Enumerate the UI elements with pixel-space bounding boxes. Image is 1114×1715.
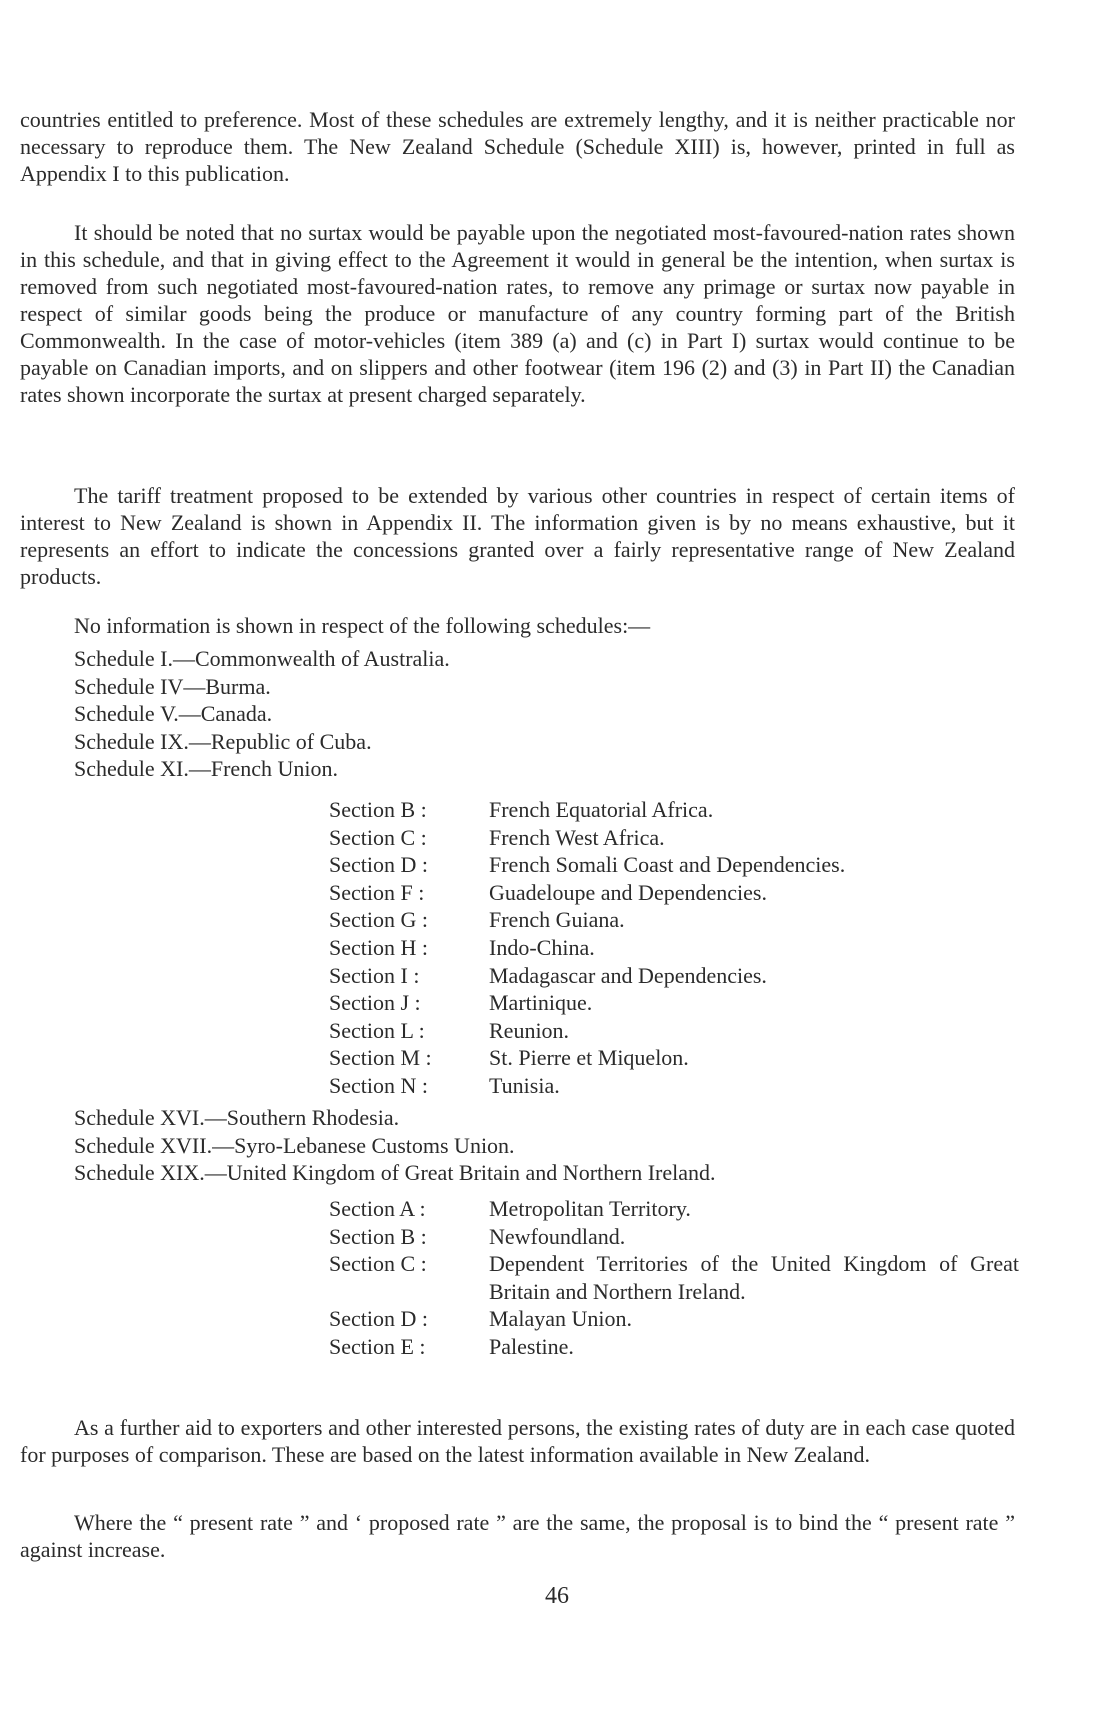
section-item: Section N : Tunisia. bbox=[329, 1072, 560, 1098]
page-number: 46 bbox=[545, 1583, 569, 1609]
paragraph-countries-entitled: countries entitled to preference. Most of these schedules are extremely lengthy, and it is neither practicable nor necessary to reproduce them. The New Zealand Schedule (Schedule XIII) is, however, printed in full as Appendix I to this publication. bbox=[20, 107, 1015, 186]
section-item: Section A : Metropolitan Territory. bbox=[329, 1196, 691, 1221]
schedule-item: Schedule XI.—French Union. bbox=[74, 756, 338, 782]
section-item: Section C : French West Africa. bbox=[329, 824, 665, 850]
section-item: Section C : Dependent Territories of the United Kingdom of Great Britain and Northern Ireland. bbox=[329, 1251, 1019, 1304]
section-item: Section B : French Equatorial Africa. bbox=[329, 797, 714, 822]
schedule-item: Schedule IX.—Republic of Cuba. bbox=[74, 728, 372, 754]
paragraph-surtax-note: It should be noted that no surtax would be payable upon the negotiated most-favoured-nation rates shown in this schedule, and that in giving effect to the Agreement it would in general be the intention, when surtax is removed from such negotiated most-favoured-nation rates, to remove any primage or surtax now payable in respect of similar goods being the produce or manufacture of any country forming part of the British Commonwealth. In the case of motor-vehicles (item 389 (a) and (c) in Part I) surtax would continue to be payable on Canadian imports, and on slippers and other footwear (item 196 (2) and (3) in Part II) the Canadian rates shown incorporate the surtax at present charged separately. bbox=[20, 220, 1015, 407]
french-union-sections bbox=[329, 796, 845, 1100]
section-item: Section L : Reunion. bbox=[329, 1017, 570, 1043]
section-item: Section G : French Guiana. bbox=[329, 907, 625, 933]
paragraph-further-aid: As a further aid to exporters and other interested persons, the existing rates of duty are in each case quoted for purposes of comparison. These are based on the latest information available in New Zealand. bbox=[20, 1415, 1015, 1467]
schedule-item: Schedule I.—Commonwealth of Australia. bbox=[74, 646, 450, 671]
section-item: Section D : French Somali Coast and Dependencies. bbox=[329, 852, 846, 878]
schedule-item: Schedule XVI.—Southern Rhodesia. bbox=[74, 1105, 400, 1130]
section-item: Section I : Madagascar and Dependencies. bbox=[329, 962, 767, 988]
schedule-item: Schedule XVII.—Syro-Lebanese Customs Union. bbox=[74, 1132, 515, 1158]
paragraph-no-information: No information is shown in respect of the following schedules:— bbox=[74, 613, 651, 638]
schedule-list-secondary bbox=[74, 1104, 716, 1187]
schedule-item: Schedule V.—Canada. bbox=[74, 701, 273, 727]
section-item: Section D : Malayan Union. bbox=[329, 1306, 632, 1332]
section-item: Section J : Martinique. bbox=[329, 990, 593, 1016]
section-item: Section E : Palestine. bbox=[329, 1333, 574, 1359]
united-kingdom-sections bbox=[329, 1195, 1019, 1361]
schedule-item: Schedule IV—Burma. bbox=[74, 673, 271, 699]
section-item: Section F : Guadeloupe and Dependencies. bbox=[329, 879, 767, 905]
section-item: Section B : Newfoundland. bbox=[329, 1223, 626, 1249]
schedule-list-primary bbox=[74, 645, 450, 783]
paragraph-present-rate: Where the “ present rate ” and ‘ proposed rate ” are the same, the proposal is to bind the “ present rate ” against increase. bbox=[20, 1510, 1015, 1562]
section-item: Section M : St. Pierre et Miquelon. bbox=[329, 1045, 689, 1071]
schedule-item: Schedule XIX.—United Kingdom of Great Britain and Northern Ireland. bbox=[74, 1160, 716, 1186]
section-item: Section H : Indo-China. bbox=[329, 934, 595, 960]
paragraph-tariff-treatment: The tariff treatment proposed to be extended by various other countries in respect of certain items of interest to New Zealand is shown in Appendix II. The information given is by no means exhaustive, but it represents an effort to indicate the concessions granted over a fairly representative range of New Zealand products. bbox=[20, 483, 1015, 589]
